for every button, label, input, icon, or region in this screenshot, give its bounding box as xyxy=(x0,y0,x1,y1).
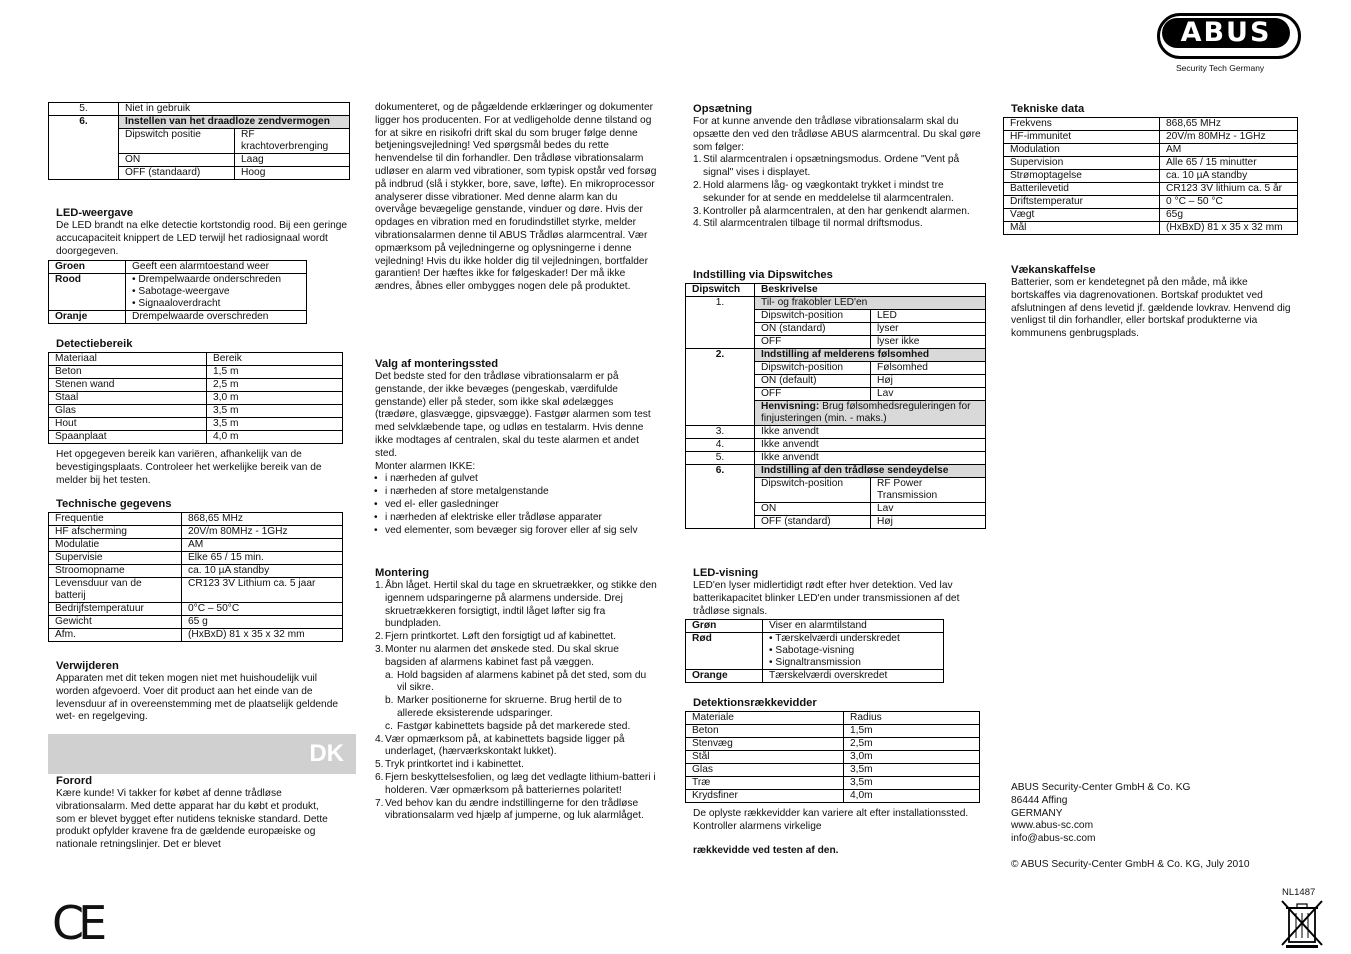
brand-tagline: Security Tech Germany xyxy=(1176,63,1265,73)
led-text: LED'en lyser midlertidigt rødt efter hver detektion. Ved lav batterikapacitet blinker LED'en under transmissionen af det trådløse signals. xyxy=(693,580,960,617)
list-item: 3. Kontroller på alarmcentralen, at den har genkendt alarmen. xyxy=(693,205,970,217)
tech-cell: Frekvens xyxy=(1004,118,1160,131)
dip-num: 3. xyxy=(686,426,755,439)
tech-cell: 0 °C – 50 °C xyxy=(1160,196,1298,209)
dip-cell: Høj xyxy=(871,516,986,529)
led-value: Drempelwaarde overschreden xyxy=(126,311,307,324)
address-line: GERMANY xyxy=(1011,807,1063,819)
range-cell: 2,5 m xyxy=(207,379,343,392)
tech-title: Technische gegevens xyxy=(56,498,172,510)
tech-cell: CR123 3V Lithium ca. 5 jaar xyxy=(182,578,343,603)
range-cell: Stål xyxy=(686,751,844,764)
address-link[interactable]: www.abus-sc.com xyxy=(1011,820,1094,832)
dip-cell: OFF (standard) xyxy=(755,516,871,529)
led-key: Grøn xyxy=(686,620,763,633)
dip-cell: OFF (standaard) xyxy=(119,167,235,180)
range-header: Radius xyxy=(844,712,980,725)
dip-text: Niet in gebruik xyxy=(119,103,350,116)
led-value: • Signaltransmission xyxy=(769,657,861,668)
dip-cell: Laag xyxy=(235,154,350,167)
list-item: 4. Stil alarmcentralen tilbage til normal driftsmodus. xyxy=(693,218,923,230)
dip-cell: RF Power Transmission xyxy=(871,478,986,503)
led-value: • Signaaloverdracht xyxy=(132,298,221,309)
dk-tech-table xyxy=(1003,117,1298,235)
tech-cell: AM xyxy=(182,539,343,552)
tech-cell: Afm. xyxy=(49,629,182,642)
list-item: • ved el- eller gasledninger xyxy=(367,499,657,512)
dip-num: 5. xyxy=(686,452,755,465)
tech-cell: Modulatie xyxy=(49,539,182,552)
list-item: 6. Fjern beskyttelsesfolien, og læg det vedlagte lithium-batteri i holderen. Vær opmærksom på batteriernes polaritet! xyxy=(375,771,656,796)
dk-dip-table xyxy=(685,283,986,529)
tech-cell: (HxBxD) 81 x 35 x 32 mm xyxy=(182,629,343,642)
dip-num: 1. xyxy=(686,297,755,349)
range-header: Bereik xyxy=(207,353,343,366)
led-value: Geeft een alarmtoestand weer xyxy=(126,261,307,274)
range-header: Materiaal xyxy=(49,353,207,366)
nl-led-table xyxy=(48,260,307,324)
led-key: Groen xyxy=(49,261,126,274)
tech-cell: 868,65 MHz xyxy=(182,513,343,526)
abus-logo xyxy=(1157,13,1301,59)
dip-num: 2. xyxy=(686,349,755,426)
range-cell: 3,0m xyxy=(844,751,980,764)
tech-cell: Alle 65 / 15 minutter xyxy=(1160,157,1298,170)
range-cell: 3,5 m xyxy=(207,418,343,431)
dip-desc: Indstilling af den trådløse sendeydelse xyxy=(755,465,986,478)
tech-cell: Vægt xyxy=(1004,209,1160,222)
range-cell: Beton xyxy=(49,366,207,379)
range-header: Materiale xyxy=(686,712,844,725)
foreword-title: Forord xyxy=(56,775,93,787)
led-value: Tærskelværdi overskredet xyxy=(763,670,944,683)
tech-cell: Modulation xyxy=(1004,144,1160,157)
tech-cell: 0°C – 50°C xyxy=(182,603,343,616)
dip-desc: Ikke anvendt xyxy=(755,439,986,452)
weee-bin-icon xyxy=(1280,899,1324,949)
range-cell: 1,5m xyxy=(844,725,980,738)
dip-num: 6. xyxy=(686,465,755,529)
led-key: Oranje xyxy=(49,311,126,324)
dip-num: 6. xyxy=(49,116,119,180)
tech-cell: Mål xyxy=(1004,222,1160,235)
disposal-title: Vækanskaffelse xyxy=(1011,264,1096,276)
dip-cell: OFF xyxy=(755,336,871,349)
address xyxy=(1003,782,1190,846)
dip-header: Beskrivelse xyxy=(755,284,986,297)
dip-desc: Ikke anvendt xyxy=(755,426,986,439)
disposal-text: Batterier, som er kendetegnet på den måde, må ikke bortskaffes via dagrenovationen. Bortskaf produktet ved afslutningen af dens levetid jf. gældende lovkrav. Henvend dig venligst til din forhandler, eller bortskaf produkterne via kommunens genbrugsplads. xyxy=(1011,277,1291,340)
range-cell: 4,0 m xyxy=(207,431,343,444)
setup-title: Opsætning xyxy=(693,103,753,115)
site-not: Monter alarmen IKKE: xyxy=(375,460,476,472)
site-title: Valg af monteringssted xyxy=(375,358,499,370)
dip-desc: Indstilling af melderens følsomhed xyxy=(755,349,986,362)
dip-cell: Lav xyxy=(871,388,986,401)
dip-cell: Dipswitch-position xyxy=(755,478,871,503)
tech-cell: (HxBxD) 81 x 35 x 32 mm xyxy=(1160,222,1298,235)
dip-cell: ON (standard) xyxy=(755,323,871,336)
removal-text: Apparaten met dit teken mogen niet met huishoudelijk vuil worden afgevoerd. Voer dit product aan het einde van de levensduur af in overeenstemming met de plaatselijk geldende wet- en regelgeving. xyxy=(56,673,339,723)
address-link[interactable]: info@abus-sc.com xyxy=(1011,833,1096,845)
list-item: 2. Hold alarmens låg- og vægkontakt trykket i mindst tre sekunder for at sende en meddelelse til alarmcentralen. xyxy=(693,179,954,204)
list-item: 1. Åbn låget. Hertil skal du tage en skruetrækker, og stikke den igennem udsparingerne på alarmens underside. Drej skruetrækkeren forsigtigt, indtil låget løfter sig fra bundpladen. xyxy=(375,580,657,630)
range-cell: Staal xyxy=(49,392,207,405)
dip-header: Dipswitch xyxy=(686,284,755,297)
dip-cell: ON xyxy=(755,503,871,516)
tech-cell: ca. 10 µA standby xyxy=(182,565,343,578)
led-text: De LED brandt na elke detectie kortstondig rood. Bij een geringe accucapaciteit knippert de LED terwijl het radiosignaal wordt doorgegeven. xyxy=(56,220,348,257)
range-cell: Hout xyxy=(49,418,207,431)
tech-cell: Strømoptagelse xyxy=(1004,170,1160,183)
dip-cell: lyser ikke xyxy=(871,336,986,349)
list-item: • i nærheden af elektriske eller trådløse apparater xyxy=(367,512,657,525)
range-cell: Stenen wand xyxy=(49,379,207,392)
range-cell: 3,5m xyxy=(844,764,980,777)
led-title: LED-visning xyxy=(693,567,759,579)
led-value: • Tærskelværdi underskredet xyxy=(769,633,900,644)
tech-cell: Driftstemperatur xyxy=(1004,196,1160,209)
tech-cell: Gewicht xyxy=(49,616,182,629)
tech-cell: Batterilevetid xyxy=(1004,183,1160,196)
tech-cell: Elke 65 / 15 min. xyxy=(182,552,343,565)
dip-cell: Dipswitch-position xyxy=(755,362,871,375)
range-title: Detectiebereik xyxy=(56,338,133,350)
dip-cell: Hoog xyxy=(235,167,350,180)
range-cell: 3,0 m xyxy=(207,392,343,405)
address-line: 86444 Affing xyxy=(1011,794,1068,806)
tech-cell: 20V/m 80MHz - 1GHz xyxy=(182,526,343,539)
dip-title: Indstilling via Dipswitches xyxy=(693,269,833,281)
dip-cell: OFF xyxy=(755,388,871,401)
tech-cell: 20V/m 80MHz - 1GHz xyxy=(1160,131,1298,144)
list-item: • i nærheden af gulvet xyxy=(367,473,657,486)
dip-num: 5. xyxy=(49,103,119,116)
led-value: • Drempelwaarde onderschreden xyxy=(132,274,282,285)
range-cell: Spaanplaat xyxy=(49,431,207,444)
language-banner xyxy=(48,734,356,774)
tech-cell: Supervisie xyxy=(49,552,182,565)
led-title: LED-weergave xyxy=(56,207,134,219)
tech-title: Tekniske data xyxy=(1011,103,1085,115)
dk-range-table xyxy=(685,711,980,803)
dip-cell: Dipswitch-position xyxy=(755,310,871,323)
led-value: • Sabotage-visning xyxy=(769,645,855,656)
tech-cell: CR123 3V lithium ca. 5 år xyxy=(1160,183,1298,196)
dip-cell: Høj xyxy=(871,375,986,388)
tech-cell: HF afscherming xyxy=(49,526,182,539)
dip-note: Henvisning: Brug følsomhedsreguleringen for finjusteringen (min. - maks.) xyxy=(755,401,986,426)
tech-cell: 868,65 MHz xyxy=(1160,118,1298,131)
range-note: Het opgegeven bereik kan variëren, afhankelijk van de bevestigingsplaats. Controleer het werkelijke bereik van de melder bij het testen. xyxy=(56,449,322,486)
list-item: a. Hold bagsiden af alarmens kabinet på det sted, som du vil sikre. xyxy=(385,669,647,694)
language-code: DK xyxy=(309,740,344,767)
tech-cell: Bedrijfstemperatuur xyxy=(49,603,182,616)
dip-text: Instellen van het draadloze zendvermogen xyxy=(119,116,350,129)
led-value: • Sabotage-weergave xyxy=(132,286,230,297)
tech-cell: Levensduur van de batterij xyxy=(49,578,182,603)
nl-dip-table xyxy=(48,102,350,180)
tech-cell: 65 g xyxy=(182,616,343,629)
nl-tech-table xyxy=(48,512,343,642)
range-cell: Beton xyxy=(686,725,844,738)
list-item: 2. Fjern printkortet. Løft den forsigtigt ud af kabinettet. xyxy=(375,631,617,643)
tech-cell: 65g xyxy=(1160,209,1298,222)
dip-cell: LED xyxy=(871,310,986,323)
logo-text: ABUS xyxy=(1162,18,1290,48)
address-line: ABUS Security-Center GmbH & Co. KG xyxy=(1011,782,1191,793)
range-note-bold: rækkevidde ved testen af den. xyxy=(693,845,839,856)
dip-desc: Til- og frakobler LED'en xyxy=(755,297,986,310)
led-key: Orange xyxy=(686,670,763,683)
tech-cell: Frequentie xyxy=(49,513,182,526)
removal-title: Verwijderen xyxy=(56,660,119,672)
dip-cell: Dipswitch positie xyxy=(119,129,235,154)
dk-led-table xyxy=(685,619,944,683)
dip-cell: Følsomhed xyxy=(871,362,986,375)
list-item: 3. Monter nu alarmen det ønskede sted. Du skal skrue bagsiden af alarmens kabinet fast på væggen. xyxy=(375,643,619,668)
site-text: Det bedste sted for den trådløse vibrationsalarm er på genstande, der ikke bevæges (pengeskab, værdifulde genstande) eller på steder, som ikke skal ødelægges (trædøre, glasvægge, gipsvægge). Fastgør alarmen som test med selvklæbende tape, og udløs en testalarm. Hvis denne ikke modtages af centralen, skal du teste alarmen et andet sted. xyxy=(375,371,651,459)
led-value: Viser en alarmtilstand xyxy=(763,620,944,633)
dip-desc: Ikke anvendt xyxy=(755,452,986,465)
document-code: NL1487 xyxy=(1282,887,1316,898)
ce-mark: CE xyxy=(52,896,102,950)
dip-cell: RF krachtoverbrenging xyxy=(235,129,350,154)
tech-cell: ca. 10 µA standby xyxy=(1160,170,1298,183)
led-key: Rood xyxy=(49,274,126,311)
range-cell: 4,0m xyxy=(844,790,980,803)
list-item: • ved elementer, som bevæger sig forover eller af sig selv xyxy=(367,525,657,538)
list-item: 1. Stil alarmcentralen i opsætningsmodus. Ordene "Vent på signal" vises i displayet. xyxy=(693,154,960,179)
range-cell: Krydsfiner xyxy=(686,790,844,803)
dip-cell: ON xyxy=(119,154,235,167)
dip-num: 4. xyxy=(686,439,755,452)
nl-range-table xyxy=(48,352,343,444)
tech-cell: HF-immunitet xyxy=(1004,131,1160,144)
mount-title: Montering xyxy=(375,567,430,579)
range-cell: Glas xyxy=(49,405,207,418)
tech-cell: AM xyxy=(1160,144,1298,157)
range-cell: 3,5 m xyxy=(207,405,343,418)
site-list xyxy=(367,473,657,537)
tech-cell: Stroomopname xyxy=(49,565,182,578)
foreword-text: Kære kunde! Vi takker for købet af denne trådløse vibrationsalarm. Med dette apparat har du købt et produkt, som er blevet bygget efter nutidens tekniske standard. Dette produkt opfylder kravene fra de gældende europæiske og nationale retningslinjer. Det er blevet xyxy=(56,788,328,851)
led-key: Rød xyxy=(686,633,763,670)
list-item: 7. Ved behov kan du ændre indstillingerne for den trådløse vibrationsalarm ved hjælp af jumperne, og luk alarmlåget. xyxy=(375,797,644,822)
list-item: b. Marker positionerne for skruerne. Brug hertil de to allerede eksisterende udsparinger. xyxy=(385,695,622,719)
range-cell: 3,5m xyxy=(844,777,980,790)
tech-cell: Supervision xyxy=(1004,157,1160,170)
copyright: © ABUS Security-Center GmbH & Co. KG, July 2010 xyxy=(1011,859,1250,870)
range-note: De oplyste rækkevidder kan variere alt efter installationssted. Kontroller alarmens virkelige xyxy=(693,808,969,832)
list-item: 5. Tryk printkortet ind i kabinettet. xyxy=(375,759,524,771)
range-cell: 1,5 m xyxy=(207,366,343,379)
range-cell: Stenvæg xyxy=(686,738,844,751)
range-cell: 2,5m xyxy=(844,738,980,751)
range-cell: Træ xyxy=(686,777,844,790)
list-item: 4. Vær opmærksom på, at kabinettets bagside ligger på underlaget, (hærværkskontakt lukket). xyxy=(375,733,625,758)
dip-cell: lyser xyxy=(871,323,986,336)
intro-text: dokumenteret, og de pågældende erklæringer og dokumenter ligger hos producenten. For at vedligeholde denne tilstand og for at sikre en risikofri drift skal du som bruger følge denne betjeningsvejledning! Ved spørgsmål bedes du rette henvendelse til din forhandler. Den trådløse vibrationsalarm udløser en alarm ved vibrationer, som typisk opstår ved forsøg på indbrud (slå i stykker, bore, save, løfte). En mikroprocessor analyserer disse vibrationer. Med denne alarm kan du overvåge bevægelige genstande, vinduer og døre. Hvis der opdages en vibration med en forudindstillet styrke, melder vibrationsalarmen denne til ABUS Trådløs alarmcentral. Vær opmærksom på vejledningerne og oplysningerne i denne vejledning! Hvis du ikke holder dig til vejledningen, bortfalder garantien! Der hæftes ikke for følgeskader! Der må ikke ændres, åbnes eller ombygges nogen dele på produktet. xyxy=(375,102,657,293)
dip-cell: ON (default) xyxy=(755,375,871,388)
range-cell: Glas xyxy=(686,764,844,777)
list-item: c. Fastgør kabinettets bagside på det markerede sted. xyxy=(385,720,631,732)
list-item: • i nærheden af store metalgenstande xyxy=(367,486,657,499)
setup-text: For at kunne anvende den trådløse vibrationsalarm skal du opsætte den ved den trådløse ABUS alarmcentral. Du skal gøre som følger: xyxy=(693,116,981,153)
range-title: Detektionsrækkevidder xyxy=(693,697,817,709)
dip-cell: Lav xyxy=(871,503,986,516)
